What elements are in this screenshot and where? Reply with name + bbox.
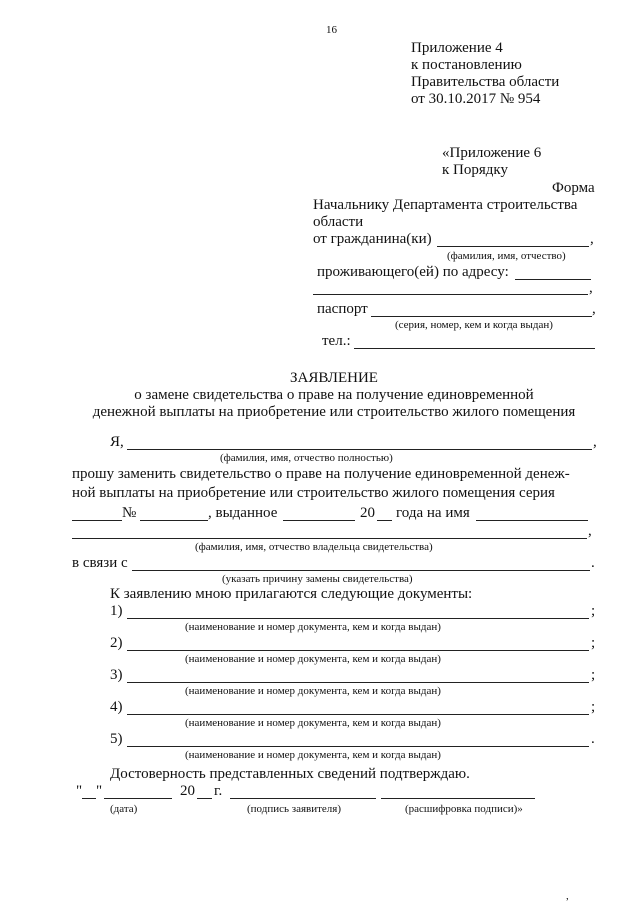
appendix6-line-1: «Приложение 6 [442,145,542,161]
from-hint: (фамилия, имя, отчество) [447,250,566,262]
reason-hint: (указать причину замены свидетельства) [222,573,413,585]
signature-fill-line[interactable] [230,798,376,799]
owner-fill-line[interactable] [476,520,588,521]
address-label: проживающего(ей) по адресу: [317,264,509,280]
month-fill-line[interactable] [104,798,172,799]
decrypt-hint: (расшифровка подписи)» [405,803,523,815]
address-fill-line-2[interactable] [313,294,588,295]
passport-comma: , [592,301,596,317]
addressee-line-2: области [313,214,364,230]
appendix-line-4: от 30.10.2017 № 954 [411,91,541,107]
doc-3-hint: (наименование и номер документа, кем и когда выдан) [185,685,441,697]
doc-3-number: 3) [110,667,123,683]
owner-comma: , [588,523,592,539]
date-quote-close: " [96,783,103,799]
appendix-line-2: к постановлению [411,57,522,73]
doc-5-hint: (наименование и номер документа, кем и когда выдан) [185,749,441,761]
owner-hint: (фамилия, имя, отчество владельца свидетельства) [195,541,433,553]
i-comma: , [593,434,597,450]
year-name-label: года на имя [396,505,470,521]
signature-year-prefix: 20 [180,783,195,799]
doc-3-end: ; [591,667,596,683]
day-fill-line[interactable] [82,798,96,799]
doc-1-fill-line[interactable] [127,618,589,619]
signature-g: г. [214,783,223,799]
from-fill-line[interactable] [437,246,589,247]
signature-year-line[interactable] [197,798,212,799]
phone-fill-line[interactable] [354,348,595,349]
issued-date-line[interactable] [283,520,355,521]
date-quote-open: " [76,783,83,799]
issued-label: , выданное [208,505,278,521]
number-fill-line[interactable] [140,520,208,521]
doc-1-hint: (наименование и номер документа, кем и когда выдан) [185,621,441,633]
from-comma: , [590,231,594,247]
doc-4-end: ; [591,699,596,715]
request-line-1: прошу заменить свидетельство о праве на получение единовременной денеж- [72,466,570,482]
appendix-line-3: Правительства области [411,74,560,90]
doc-2-number: 2) [110,635,123,651]
passport-fill-line[interactable] [371,316,592,317]
owner-fill-line-2[interactable] [72,538,587,539]
series-fill-line[interactable] [72,520,122,521]
phone-label: тел.: [322,333,351,349]
request-line-2: ной выплаты на приобретение или строительство жилого помещения серия [72,485,555,501]
signature-hint: (подпись заявителя) [247,803,342,815]
i-label: Я, [110,434,124,450]
address-comma: , [589,280,593,296]
date-hint: (дата) [110,803,138,815]
applicant-name-line[interactable] [127,449,592,450]
doc-1-end: ; [591,603,596,619]
reason-dot: . [591,555,595,571]
appendix-line-1: Приложение 4 [411,40,503,56]
passport-label: паспорт [317,301,368,317]
year-prefix: 20 [360,505,375,521]
page-number: 16 [326,24,337,36]
doc-2-end: ; [591,635,596,651]
document-subtitle-1: о замене свидетельства о праве на получение единовременной [134,387,534,403]
footer-mark: , [566,890,569,902]
address-fill-line[interactable] [515,279,591,280]
form-label: Форма [552,180,595,196]
doc-1-number: 1) [110,603,123,619]
confirm-statement: Достоверность представленных сведений подтверждаю. [110,766,470,782]
document-title: ЗАЯВЛЕНИЕ [290,370,378,386]
passport-hint: (серия, номер, кем и когда выдан) [395,319,553,331]
applicant-name-hint: (фамилия, имя, отчество полностью) [220,452,393,464]
doc-2-hint: (наименование и номер документа, кем и когда выдан) [185,653,441,665]
doc-4-hint: (наименование и номер документа, кем и когда выдан) [185,717,441,729]
doc-5-fill-line[interactable] [127,746,589,747]
doc-2-fill-line[interactable] [127,650,589,651]
appendix6-line-2: к Порядку [442,162,508,178]
reason-fill-line[interactable] [132,570,590,571]
doc-3-fill-line[interactable] [127,682,589,683]
signature-decrypt-line[interactable] [381,798,535,799]
reason-label: в связи с [72,555,128,571]
year-fill-line[interactable] [377,520,392,521]
doc-5-number: 5) [110,731,123,747]
number-sign: № [122,505,137,521]
attached-label: К заявлению мною прилагаются следующие документы: [110,586,473,602]
doc-4-fill-line[interactable] [127,714,589,715]
document-subtitle-2: денежной выплаты на приобретение или строительство жилого помещения [92,404,576,420]
doc-4-number: 4) [110,699,123,715]
from-label: от гражданина(ки) [313,231,432,247]
doc-5-end: . [591,731,595,747]
addressee-line-1: Начальнику Департамента строительства [313,197,578,213]
